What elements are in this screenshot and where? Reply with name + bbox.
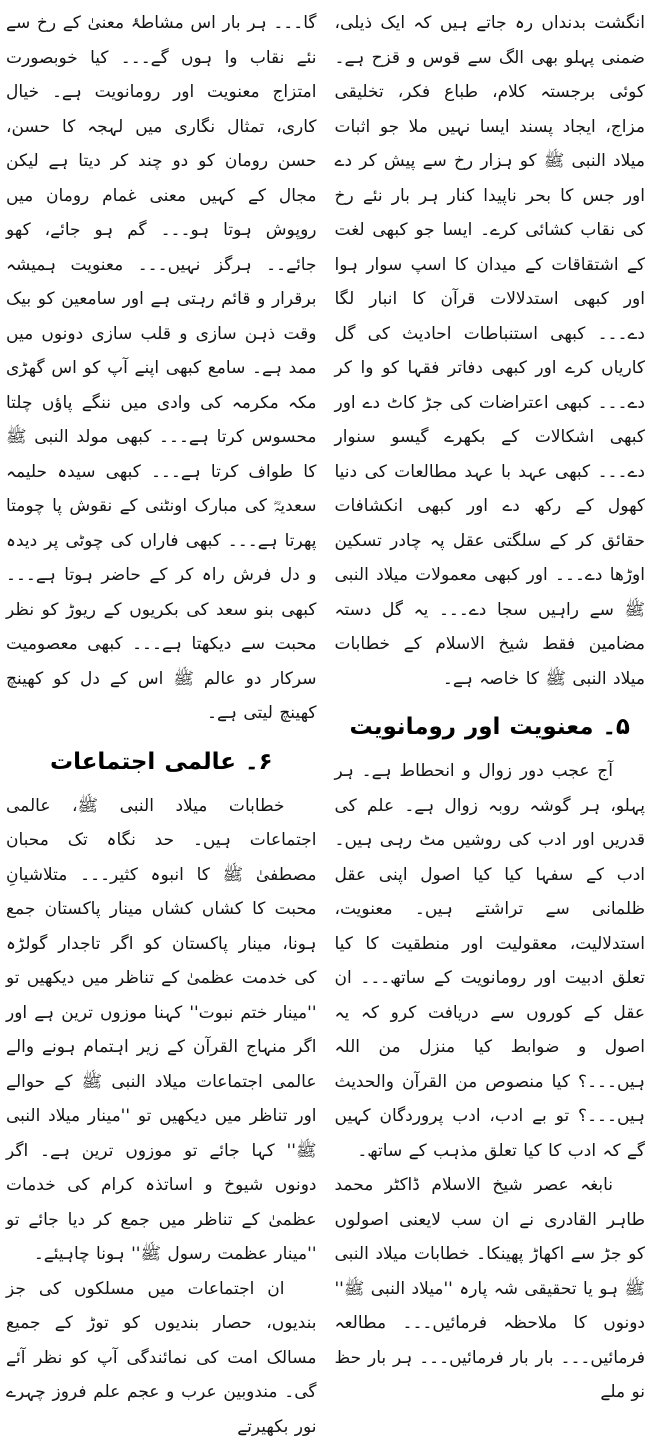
text-paragraph: انگشت بدنداں رہ جاتے ہیں کہ ایک ذیلی، ضمنی پہلو بھی الگ سے قوس و قزح ہے۔ کوئی برجستہ کلام، طباع فکر، تخلیقی مزاج، ایجاد پسند ایسا نہیں ملا جو اثبات میلاد النبی ﷺ کو ہزار رخ سے پیش کر دے اور جس کا بحر ناپیدا کنار ہر بار نئے رخ کی نقاب کشائی کرے۔ ایسا جو کبھی لغت کے اشتقاقات کے میدان کا اسپ سوار ہوا اور کبھی استدلالات قرآن کا انبار لگا دے۔۔۔ کبھی استنباطات احادیث کی گل کاریاں کرے اور کبھی دفاتر فقہا کو وا کر دے۔۔۔ کبھی اعتراضات کی جڑ کاٹ دے اور کبھی اشکالات کے بکھرے گیسو سنوار دے۔۔۔ کبھی عہد با عہد مطالعات کی دنیا کھول کے رکھ دے اور کبھی انکشافات حقائق کر کے سلگتی عقل پہ چادر تسکین اوڑھا دے۔۔۔ اور کبھی معمولات میلاد النبی ﷺ سے راہیں سجا دے۔۔۔ یہ گل دستہ مضامین فقط شیخ الاسلام کے خطابات میلاد النبی ﷺ کا خاصہ ہے۔ (335, 6, 646, 696)
text-paragraph: آج عجب دور زوال و انحطاط ہے۔ ہر پہلو، ہر گوشہ روبہ زوال ہے۔ علم کی قدریں اور ادب کی روشیں مٹ رہی ہیں۔ ادب کے سفہا کیا کیا اصول اپنی عقل ظلمانی سے تراشتے ہیں۔ معنویت، استدلالیت، معقولیت اور منطقیت کا کیا تعلق ادبیت اور رومانویت کے ساتھ۔۔۔ ان عقل کے کوروں سے دریافت کرو کہ یہ اصول و ضوابط کیا منزل من اللہ ہیں۔۔۔؟ کیا منصوص من القرآن والحدیث ہیں۔۔۔؟ تو بے ادب، ادب پروردگان کہیں گے کہ ادب کا کیا تعلق مذہب کے ساتھ۔ (335, 754, 646, 1168)
text-paragraph: گا۔۔۔ ہر بار اس مشاطۂ معنیٰ کے رخ سے نئے نقاب وا ہوں گے۔۔۔ کیا خوبصورت امتزاج معنویت اور رومانویت ہے۔ خیال کاری، تمثال نگاری میں لہجہ کا حسن، حسن رومان کو دو چند کر دیتا ہے لیکن مجال کے کہیں معنی غمام رومان میں روپوش ہوتا ہو۔۔۔ گم ہو جائے، کھو جائے۔۔ ہرگز نہیں۔۔۔ معنویت ہمیشہ برقرار و قائم رہتی ہے اور سامعین کو بیک وقت ذہن سازی و قلب سازی دونوں میں ممد ہے۔ سامع کبھی اپنے آپ کو اس گھڑی مکہ مکرمہ کی وادی میں ننگے پاؤں چلتا محسوس کرتا ہے۔۔۔ کبھی مولد النبی ﷺ کا طواف کرتا ہے۔۔۔ کبھی سیدہ حلیمہ سعدیہؓ کی مبارک اونٹنی کے نقوش پا چومتا پھرتا ہے۔۔۔ کبھی فاراں کی چوٹی پر دیدہ و دل فرش راہ کر کے حاضر ہوتا ہے۔۔۔ کبھی بنو سعد کی بکریوں کے ریوڑ کو نظر محبت سے دیکھتا ہے۔۔۔ کبھی معصومیت سرکار دو عالم ﷺ اس کے دل کو کھینچ کھینچ لیتی ہے۔ (6, 6, 317, 731)
section-heading: ۶۔ عالمی اجتماعات (6, 747, 317, 777)
text-paragraph: نابغہ عصر شیخ الاسلام ڈاکٹر محمد طاہر القادری نے ان سب لایعنی اصولوں کو جڑ سے اکھاڑ پھینکا۔ خطابات میلاد النبی ﷺ ہو یا تحقیقی شہ پارہ ''میلاد النبی ﷺ'' دونوں کا ملاحظہ فرمائیں۔۔۔ مطالعہ فرمائیں۔۔۔ بار بار فرمائیں۔۔۔ ہر بار حظ نو ملے (335, 1168, 646, 1410)
text-paragraph: ان اجتماعات میں مسلکوں کی جز بندیوں، حصار بندیوں کو توڑ کے جمیع مسالک امت کی نمائندگی آپ کو نظر آئے گی۔ مندوبین عرب و عجم علم فروز چہرے نور بکھیرتے (6, 1272, 317, 1444)
text-paragraph: خطابات میلاد النبی ﷺ، عالمی اجتماعات ہیں۔ حد نگاہ تک محبان مصطفیٰ ﷺ کا انبوہ کثیر۔۔۔ متلاشیانِ محبت کا کشاں کشاں مینار پاکستان جمع ہونا، مینار پاکستان کو اگر تاجدار گولڑہ کی خدمت عظمیٰ کے تناظر میں دیکھیں تو ''مینار ختم نبوت'' کہنا موزوں ترین ہے اور اگر منہاج القرآن کے زیر اہتمام ہونے والے عالمی اجتماعات میلاد النبی ﷺ کے حوالے اور تناظر میں دیکھیں تو ''مینار میلاد النبی ﷺ'' کہا جائے تو موزوں ترین ہے۔ اگر دونوں شیوخ و اساتذہ کرام کی خدمات عظمیٰ کے تناظر میں جمع کر دیا جائے تو ''مینار عظمت رسول ﷺ'' ہونا چاہیئے۔ (6, 789, 317, 1272)
text-column-left (6, 6, 317, 1060)
text-column-right (335, 6, 646, 1060)
section-heading: ۵۔ معنویت اور رومانویت (335, 712, 646, 742)
